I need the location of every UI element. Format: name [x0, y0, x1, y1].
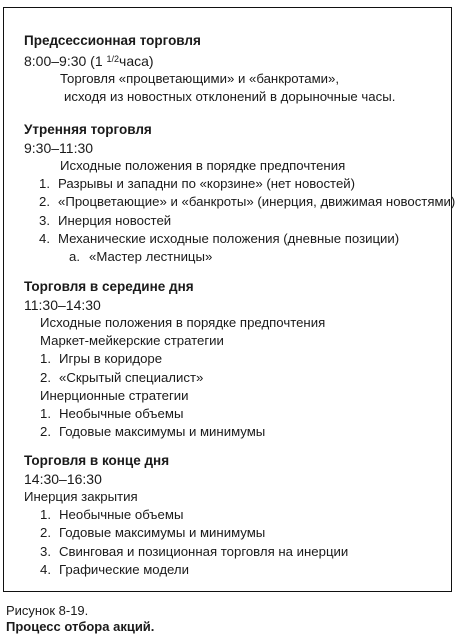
item-number: 4. [40, 561, 51, 577]
item-text: Механические исходные положения (дневные позиции) [58, 230, 400, 246]
section-subtitle: Инерция закрытия [24, 489, 138, 504]
figure-frame [3, 7, 456, 592]
list-item [24, 543, 443, 561]
item-text: Необычные объемы [59, 507, 184, 523]
figure-caption [6, 603, 154, 635]
item-number: 4. [39, 230, 50, 246]
item-number: 1. [40, 351, 51, 367]
section-time [24, 50, 443, 70]
section-desc: исходя из новостных отклонений в дорыночные часы. [64, 89, 396, 105]
section-close [24, 452, 443, 579]
list-item [24, 423, 443, 441]
item-number: 2. [40, 525, 51, 541]
list-item [24, 350, 443, 368]
section-morning [24, 121, 456, 266]
figure-number: Рисунок 8-19. [6, 603, 89, 618]
section-line: Инерционные стратегии [40, 387, 189, 403]
item-text: «Скрытый специалист» [59, 369, 204, 385]
list-subitem [24, 248, 443, 266]
section-title: Торговля в конце дня [24, 453, 170, 468]
figure-title: Процесс отбора акций. [6, 619, 155, 634]
section-time: 11:30–14:30 [24, 297, 101, 313]
list-item [24, 175, 443, 193]
item-text: Годовые максимумы и минимумы [59, 424, 266, 440]
item-number: 1. [40, 507, 51, 523]
list-item [24, 212, 443, 230]
time-suffix: часа) [119, 53, 154, 69]
item-number: 2. [40, 424, 51, 440]
item-number: 3. [40, 543, 51, 559]
list-item [24, 193, 456, 211]
list-item [24, 524, 443, 542]
item-text: Необычные объемы [59, 406, 184, 422]
section-line: Исходные положения в порядке предпочтения [40, 315, 326, 330]
list-item [24, 405, 443, 423]
list-item [24, 369, 443, 387]
list-item [24, 506, 443, 524]
item-text: Свинговая и позиционная торговля на инерции [59, 543, 349, 559]
item-number: 2. [39, 194, 50, 210]
item-number: 1. [40, 406, 51, 422]
section-line: Маркет-мейкерские стратегии [40, 333, 224, 349]
section-subtitle: Исходные положения в порядке предпочтения [60, 158, 346, 173]
section-midday [24, 278, 443, 441]
time-text: 8:00–9:30 (1 [24, 53, 107, 69]
time-fraction: 1/2 [106, 54, 120, 64]
section-desc: Торговля «процветающими» и «банкротами», [60, 71, 340, 86]
item-number: 1. [39, 176, 50, 192]
item-text: Разрывы и западни по «корзине» (нет новостей) [58, 176, 356, 192]
list-item [24, 230, 443, 248]
item-text: Графические модели [59, 561, 189, 577]
section-time: 14:30–16:30 [24, 471, 102, 487]
section-time: 9:30–11:30 [24, 140, 94, 156]
item-text: Игры в коридоре [59, 351, 163, 367]
item-number: 3. [39, 212, 50, 228]
section-premarket [24, 32, 443, 106]
item-number: a. [69, 249, 80, 265]
item-text: «Мастер лестницы» [89, 249, 213, 265]
item-text: Инерция новостей [58, 212, 172, 228]
section-title: Утренняя торговля [24, 122, 152, 137]
item-text: Годовые максимумы и минимумы [59, 525, 266, 541]
item-text: «Процветающие» и «банкроты» (инерция, движимая новостями) [58, 194, 456, 210]
item-number: 2. [40, 369, 51, 385]
section-title: Торговля в середине дня [24, 279, 194, 294]
list-item [24, 561, 443, 579]
section-title: Предсессионная торговля [24, 33, 201, 48]
